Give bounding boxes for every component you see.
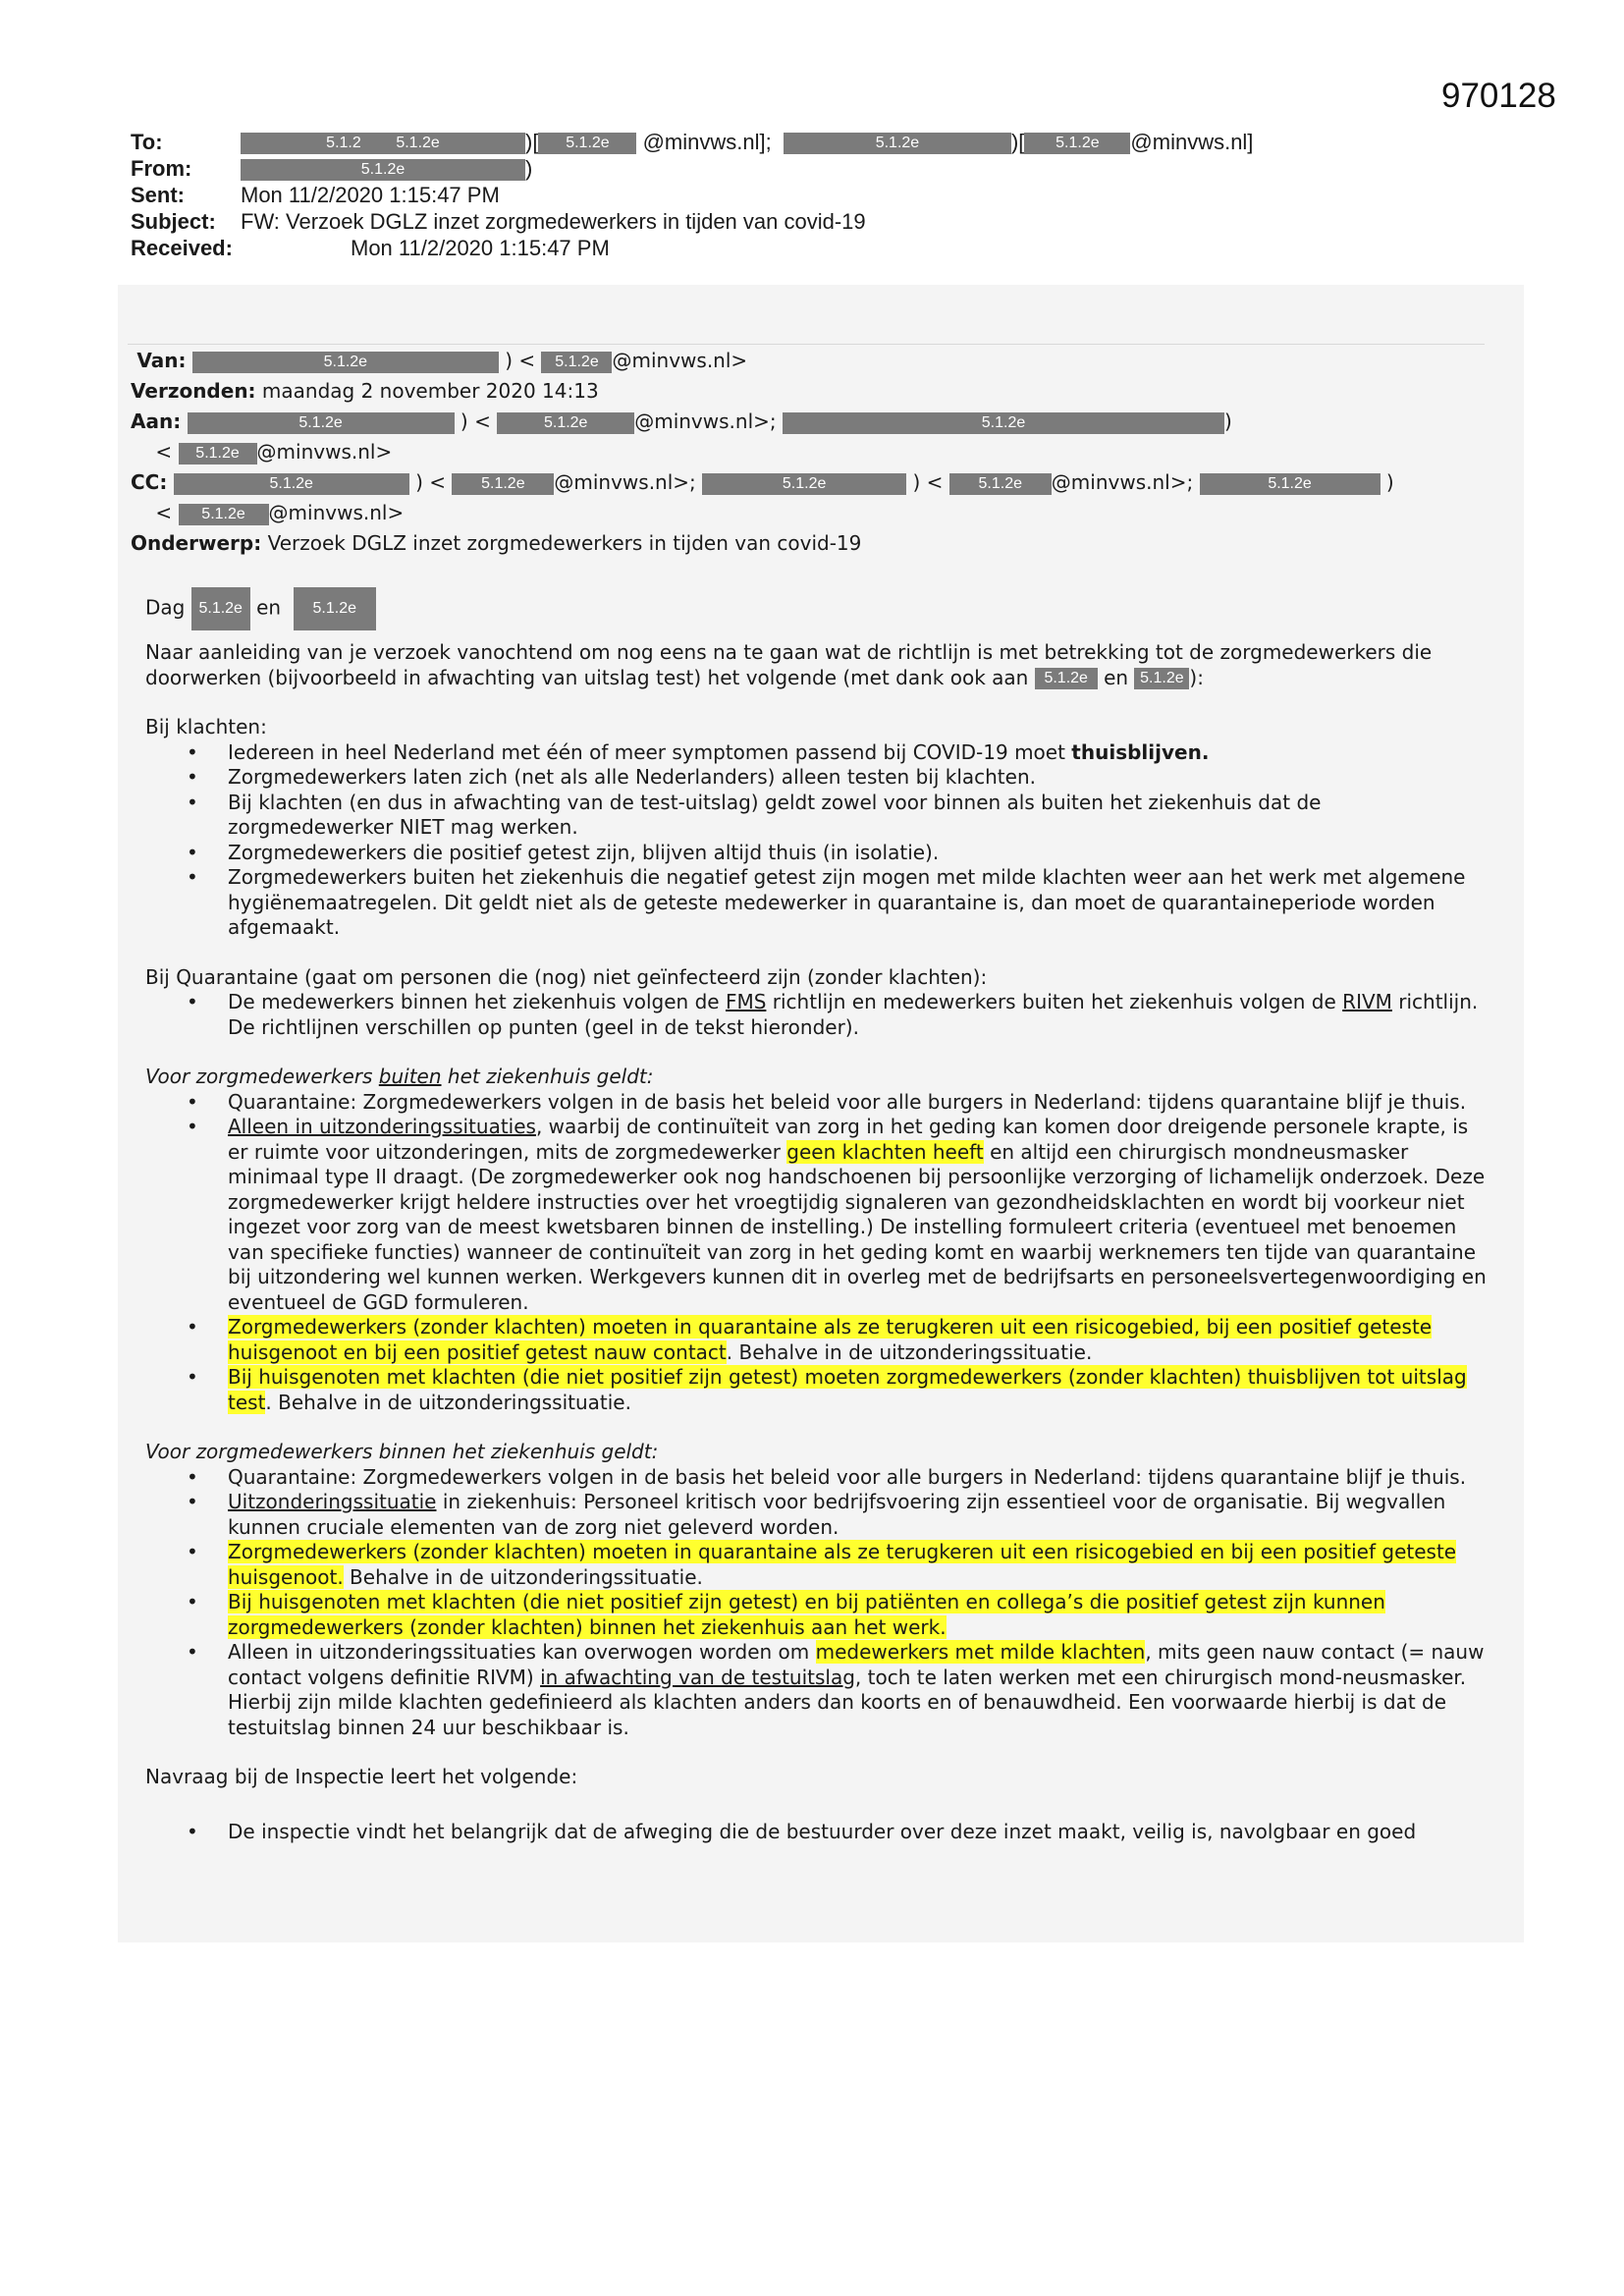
message-body [145, 587, 1490, 1844]
list-item: • Bij klachten (en dus in afwachting van de test-uitslag) geldt zowel voor binnen als buiten het ziekenhuis dat de zorgmedewerker NIET mag werken. [228, 791, 1490, 841]
list-item: • Quarantaine: Zorgmedewerkers volgen in de basis het beleid voor alle burgers in Nederland: tijdens quarantaine blijf je thuis. [228, 1090, 1490, 1116]
redaction: 5.1.2 5.1.2e [241, 133, 525, 154]
greeting: Dag 5.1.2e en 5.1.2e [145, 587, 1490, 630]
navraag-paragraph: Navraag bij de Inspectie leert het volgende: [145, 1765, 578, 1788]
list-item: • Bij huisgenoten met klachten (die niet positief zijn getest) moeten zorgmedewerkers (zonder klachten) thuisblijven tot uitslag test. Behalve in de uitzonderingssituatie. [228, 1365, 1490, 1415]
redaction: 5.1.2e [783, 412, 1224, 434]
subject-value: FW: Verzoek DGLZ inzet zorgmedewerkers in tijden van covid-19 [241, 209, 866, 234]
sent-value: Mon 11/2/2020 1:15:47 PM [241, 183, 500, 207]
cc-row-2: < 5.1.2e @minvws.nl> [131, 501, 405, 524]
klachten-list [145, 740, 1490, 941]
redaction: 5.1.2e [1134, 668, 1189, 689]
received-value: Mon 11/2/2020 1:15:47 PM [351, 236, 610, 260]
list-item: • Alleen in uitzonderingssituaties, waarbij de continuïteit van zorg in het geding kan komen door dreigende personele krapte, is er ruimte voor uitzonderingen, mits de zorgmedewerker geen klachten heeft en altijd een chirurgisch mondneusmasker minimaal type II draagt. (De zorgmedewerker ook nog handschoenen bij persoonlijke verzorging of lichamelijk onderzoek. Deze zorgmedewerker krijgt heldere instructies over het vroegtijdig signaleren van gezondheidsklachten en wordt bij voorkeur niet ingezet voor zorg van de meest kwetsbaren binnen de instelling.) De instelling formuleert criteria (eventueel met benoemen van specifieke functies) wanneer de continuïteit van zorg in het geding komt en waarbij werknemers ten tijde van quarantaine bij uitzondering wel kunnen werken. Werkgevers kunnen dit in overleg met de bedrijfsarts en personeelsvertegenwoordiging en eventueel de GGD formuleren. [228, 1115, 1490, 1315]
redaction: 5.1.2e [1024, 133, 1130, 154]
list-item: • Quarantaine: Zorgmedewerkers volgen in de basis het beleid voor alle burgers in Nederland: tijdens quarantaine blijf je thuis. [228, 1465, 1490, 1491]
buiten-list [145, 1090, 1490, 1416]
list-item: • Zorgmedewerkers (zonder klachten) moeten in quarantaine als ze terugkeren uit een risicogebied en bij een positief geteste huisgenoot. Behalve in de uitzonderingssituatie. [228, 1540, 1490, 1590]
quarantaine-list [145, 990, 1490, 1040]
redaction: 5.1.2e [294, 587, 376, 630]
redaction: 5.1.2e [191, 587, 250, 630]
klachten-heading: Bij klachten: [145, 715, 267, 738]
buiten-heading: Voor zorgmedewerkers buiten het ziekenhuis geldt: [145, 1065, 654, 1088]
van-row: Van: 5.1.2e ) < 5.1.2e @minvws.nl> [136, 349, 748, 372]
redaction: 5.1.2e [179, 443, 257, 465]
redaction: 5.1.2e [538, 133, 636, 154]
redaction: 5.1.2e [241, 159, 525, 181]
sent-label: Sent: [131, 183, 185, 207]
redaction: 5.1.2e [179, 504, 269, 525]
list-item: • Zorgmedewerkers laten zich (net als alle Nederlanders) alleen testen bij klachten. [228, 765, 1490, 791]
list-item: • Alleen in uitzonderingssituaties kan overwogen worden om medewerkers met milde klachten, mits geen nauw contact (= nauw contact volgens definitie RIVM) in afwachting van de testuitslag, toch te laten werken met een chirurgisch mond-neusmasker. Hierbij zijn milde klachten gedefinieerd als klachten anders dan koorts en of benauwdheid. Een voorwaarde hierbij is dat de testuitslag binnen 24 uur beschikbaar is. [228, 1640, 1490, 1740]
inspectie-list [145, 1820, 1490, 1845]
subject-label: Subject: [131, 209, 216, 234]
list-item: • Zorgmedewerkers (zonder klachten) moeten in quarantaine als ze terugkeren uit een risicogebied, bij een positief geteste huisgenoot en bij een positief getest nauw contact. Behalve in de uitzonderingssituatie. [228, 1315, 1490, 1365]
aan-row: Aan: 5.1.2e ) < 5.1.2e @minvws.nl>; 5.1.2e ) [131, 410, 1232, 433]
list-item: • Zorgmedewerkers buiten het ziekenhuis die negatief getest zijn mogen met milde klachten weer aan het werk met algemene hygiënemaatregelen. Dit geldt niet als de geteste medewerker in quarantaine is, dan moet de quarantaineperiode worden afgemaakt. [228, 865, 1490, 941]
redaction: 5.1.2e [452, 473, 554, 495]
from-value: 5.1.2e ) [241, 156, 532, 182]
list-item: • De medewerkers binnen het ziekenhuis volgen de FMS richtlijn en medewerkers buiten het ziekenhuis volgen de RIVM richtlijn. De richtlijnen verschillen op punten (geel in de tekst hieronder). [228, 990, 1490, 1040]
redaction: 5.1.2e [541, 352, 612, 373]
redaction: 5.1.2e [949, 473, 1052, 495]
list-item: • Zorgmedewerkers die positief getest zijn, blijven altijd thuis (in isolatie). [228, 841, 1490, 866]
redaction: 5.1.2e [174, 473, 409, 495]
redaction: 5.1.2e [702, 473, 906, 495]
to-value: 5.1.2 5.1.2e )[ 5.1.2e @minvws.nl]; 5.1.2e )[ 5.1.2e @minvws.nl] [241, 130, 1253, 155]
redaction: 5.1.2e [1035, 668, 1098, 689]
verzonden-row: Verzonden: maandag 2 november 2020 14:13 [131, 379, 599, 403]
redaction: 5.1.2e [188, 412, 455, 434]
list-item: • Bij huisgenoten met klachten (die niet positief zijn getest) en bij patiënten en collega’s die positief getest zijn kunnen zorgmedewerkers (zonder klachten) binnen het ziekenhuis aan het werk. [228, 1590, 1490, 1640]
onderwerp-row: Onderwerp: Verzoek DGLZ inzet zorgmedewerkers in tijden van covid-19 [131, 531, 862, 555]
to-label: To: [131, 130, 163, 154]
binnen-heading: Voor zorgmedewerkers binnen het ziekenhuis geldt: [145, 1440, 659, 1463]
divider [128, 344, 1485, 345]
redaction: 5.1.2e [497, 412, 634, 434]
binnen-list [145, 1465, 1490, 1741]
received-label: Received: [131, 236, 233, 260]
list-item: • Uitzonderingssituatie in ziekenhuis: Personeel kritisch voor bedrijfsvoering zijn essentieel voor de organisatie. Bij wegvallen kunnen cruciale elementen van de zorg niet geleverd worden. [228, 1490, 1490, 1540]
document-number: 970128 [1441, 77, 1556, 115]
cc-row: CC: 5.1.2e ) < 5.1.2e @minvws.nl>; 5.1.2e ) < 5.1.2e @minvws.nl>; 5.1.2e ) [131, 470, 1394, 494]
aan-row-2: < 5.1.2e @minvws.nl> [131, 440, 393, 464]
list-item: • Iedereen in heel Nederland met één of meer symptomen passend bij COVID-19 moet thuisblijven. [228, 740, 1490, 766]
redaction: 5.1.2e [1200, 473, 1380, 495]
quarantaine-heading: Bij Quarantaine (gaat om personen die (nog) niet geïnfecteerd zijn (zonder klachten): [145, 964, 988, 989]
list-item: • De inspectie vindt het belangrijk dat de afweging die de bestuurder over deze inzet maakt, veilig is, navolgbaar en goed [228, 1820, 1490, 1845]
forwarded-header [131, 346, 1394, 559]
redaction: 5.1.2e [192, 352, 499, 373]
redaction: 5.1.2e [784, 133, 1011, 154]
from-label: From: [131, 156, 192, 181]
intro-paragraph: Naar aanleiding van je verzoek vanochtend om nog eens na te gaan wat de richtlijn is met betrekking tot de zorgmedewerkers die doorwerken (bijvoorbeeld in afwachting van uitslag test) het volgende (met dank ook aan 5.1.2e en 5.1.2e ): [145, 640, 1433, 689]
